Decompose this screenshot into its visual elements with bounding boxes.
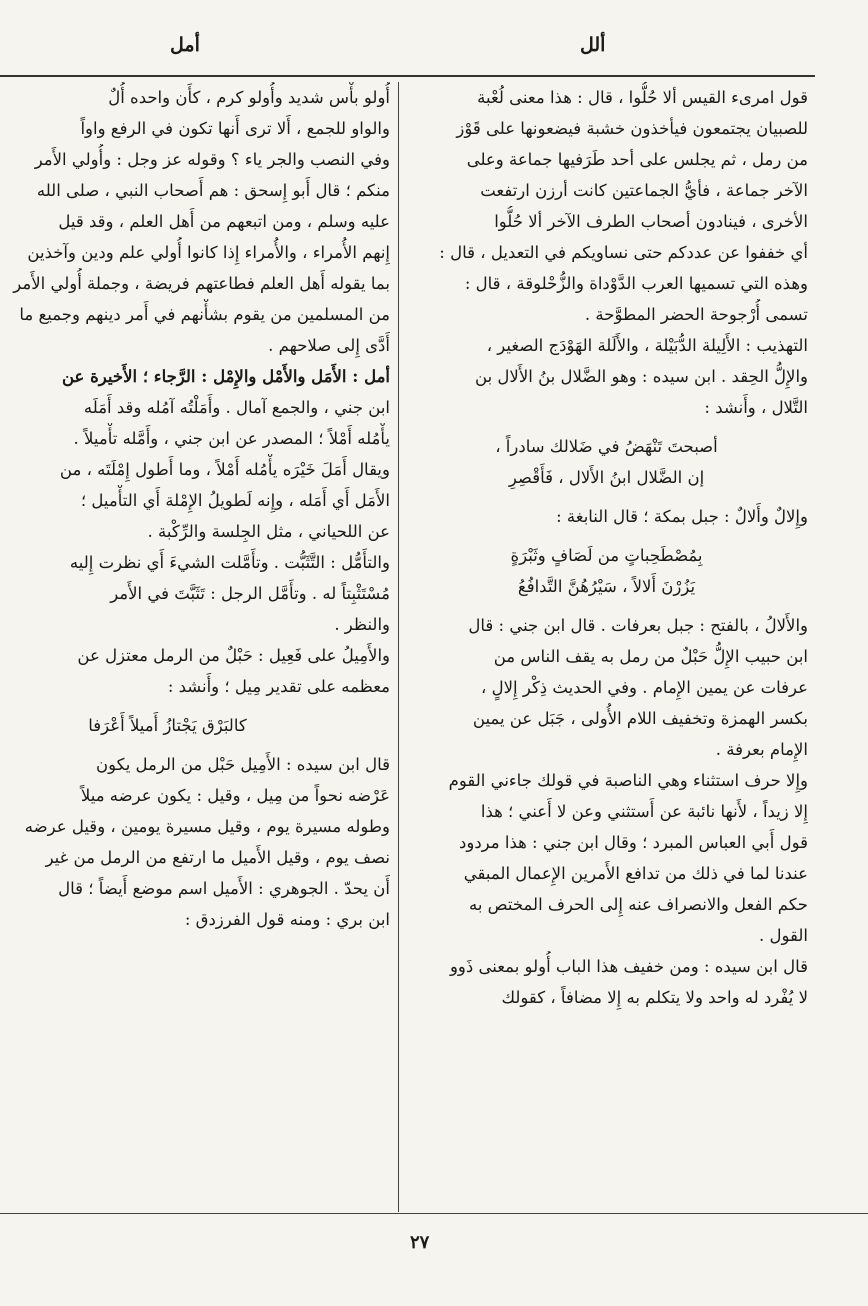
text-line: عَرْضه نحواً من مِيل ، وقيل : يكون عرضه ميلاً: [80, 786, 390, 805]
text-line: والأَلالُ ، بالفتح : جبل بعرفات . قال ابن جني : قال: [468, 616, 808, 635]
text-line: يأْمُله أَمْلاً ؛ المصدر عن ابن جني ، وأَمَّله تأْميلاً .: [73, 429, 390, 448]
text-line: والإِلُّ الحِقد . ابن سيده : وهو الضَّلال بنُ الأَلال بن: [475, 367, 808, 386]
text-line: مُسْتَثْبِتاً له . وتأَمَّل الرجل : تَثَبَّتَ في الأَمر: [110, 584, 390, 603]
text-line: عليه وسلم ، ومن اتبعهم من أَهل العلم ، وقد قيل: [58, 212, 390, 231]
text-line: الأخرى ، فينادون أصحاب الطرف الآخر ألا حُلُّوا: [494, 212, 808, 231]
text-line: منكم ؛ قال أَبو إِسحق : هم أَصحاب النبي ، صلى الله: [36, 181, 390, 200]
header-right-word: ألل: [580, 34, 606, 56]
verse-line: إن الضَّلال ابنُ الأَلال ، فَأَقْصِرِ: [508, 468, 705, 487]
verse-line: أصبحتَ تَنْهَضُ في ضَلالك سادراً ،: [495, 437, 718, 456]
text-line: الأَمَل أَي أَمَله ، وإِنه لَطويلُ الإِمْلة أَي التأْميل ؛: [80, 491, 390, 510]
text-line: والواو للجمع ، أَلا ترى أَنها تكون في الرفع واواً: [80, 119, 390, 138]
text-line: ابن جني ، والجمع آمال . وأَمَلْتُه آمُله وقد أَمَلَه: [83, 398, 390, 417]
text-line: ويقال أَمَلَ خَيْرَه يأْمُله أَمْلاً ، وما أَطول إِمْلَتَه ، من: [59, 460, 390, 479]
bottom-rule: [0, 1213, 868, 1214]
verse-line: يَزُرْنَ أَلالاً ، سَيْرُهُنَّ التَّدافُعُ: [517, 577, 696, 596]
text-line: بما يقوله أَهل العلم فطاعتهم فريضة ، وجملة أُولي الأَمر: [13, 274, 390, 293]
text-line: نصف يوم ، وقيل الأَميل ما ارتفع من الرمل من غير: [45, 848, 390, 867]
verse-line: بِمُصْطَحِباتٍ من لَصَافٍ وثَبْرَةٍ: [510, 546, 703, 565]
text-line: التهذيب : الأَلِيلة الدُّبَيْلة ، والأَلَلة الهَوْدَج الصغير ،: [486, 336, 808, 355]
text-line: وطوله مسيرة يوم ، وقيل مسيرة يومين ، وقيل عرضه: [24, 817, 390, 836]
right-column: [405, 82, 808, 1013]
text-line: أُولو بأْس شديد وأُولو كرم ، كأَن واحده أُلٌ: [108, 88, 390, 107]
left-column: [0, 82, 390, 935]
text-line: قال ابن سيده : ومن خفيف هذا الباب أُولو بمعنى ذَوو: [449, 957, 808, 976]
text-line: ابن بري : ومنه قول الفرزدق :: [184, 910, 390, 929]
text-line: وفي النصب والجر ياء ؟ وقوله عز وجل : وأُولي الأَمر: [34, 150, 390, 169]
text-line: والنظر .: [334, 615, 390, 634]
column-divider: [398, 82, 399, 1212]
text-line: عن اللحياني ، مثل الجِلسة والرِّكْبة .: [147, 522, 390, 541]
entry-line-amal: أمل : الأَمَل والأَمْل والإِمْل : الرَّجاء ؛ الأَخيرة عن: [62, 367, 390, 386]
text-line: لا يُفْرد له واحد ولا يتكلم به إِلا مضافاً ، كقولك: [501, 988, 808, 1007]
text-line: وهذه التي تسميها العرب الدَّوْداة والزُّحْلوقة ، قال :: [464, 274, 808, 293]
text-line: معظمه على تقدير مِيل ؛ وأَنشد :: [167, 677, 390, 696]
text-line: أي خففوا عن عددكم حتى نساويكم في التعديل ، قال :: [439, 243, 808, 262]
text-line: قال ابن سيده : الأَمِيل حَبْل من الرمل يكون: [95, 755, 390, 774]
text-line: إِنهم الأُمراء ، والأُمراء إِذا كانوا أُولي علم ودين وآخذين: [27, 243, 390, 262]
top-rule: [0, 75, 815, 77]
text-line: والأَمِيلُ على فَعِيل : حَبْلٌ من الرمل معتزل عن: [77, 646, 390, 665]
text-line: الآخر جماعة ، فأيُّ الجماعتين كانت أرزن ارتفعت: [480, 181, 808, 200]
page-number: ٢٧: [410, 1232, 430, 1253]
text-line: عندنا لما في ذلك من تدافع الأَمرين الإِعمال المبقي: [463, 864, 808, 883]
text-line: وإِلا حرف استثناء وهي الناصبة في قولك جاءني القوم: [448, 771, 808, 790]
text-line: للصبيان يجتمعون فيأخذون خشبة فيضعونها على قَوْز: [456, 119, 808, 138]
text-line: التَّلال ، وأَنشد :: [704, 398, 808, 417]
text-line: بكسر الهمزة وتخفيف اللام الأُولى ، جَبَل عن يمين: [472, 709, 808, 728]
text-line: أَدَّى إِلى صلاحهم .: [268, 336, 390, 355]
text-line: من رمل ، ثم يجلس على أحد طَرَفيها جماعة وعلى: [466, 150, 808, 169]
text-line: القول .: [759, 926, 808, 945]
text-line: قول أَبي العباس المبرد ؛ وقال ابن جني : هذا مردود: [459, 833, 808, 852]
text-line: عرفات عن يمين الإِمام . وفي الحديث ذِكْر إِلالٍ ،: [481, 678, 808, 697]
text-line: وإِلالٌ وأَلالٌ : جبل بمكة ؛ قال النابغة :: [556, 507, 808, 526]
verse-line: كالبَرْق يَجْتازُ أَميلاً أَعْرَفا: [88, 716, 247, 735]
text-line: قول امرىء القيس ألا حُلُّوا ، قال : هذا معنى لُعْبة: [477, 88, 808, 107]
text-line: الإِمام بعرفة .: [715, 740, 808, 759]
text-line: حكم الفعل والانصراف عنه إِلى الحرف المختص به: [468, 895, 808, 914]
text-line: إِلا زيداً ، لأَنها نائبة عن أَستثني وعن لا أَعني ؛ هذا: [480, 802, 808, 821]
text-line: أَن يحدّ . الجوهري : الأَميل اسم موضع أَيضاً ؛ قال: [58, 879, 390, 898]
text-line: من المسلمين من يقوم بشأْنهم في أَمر دينهم وجميع ما: [19, 305, 390, 324]
header-left-word: أمل: [170, 34, 200, 56]
text-line: ابن حبيب الإِلُّ حَبْلٌ من رمل به يقف الناس من: [493, 647, 808, 666]
text-line: تسمى أُرْجوحة الحضر المطوَّحة .: [584, 305, 808, 324]
text-line: والتأَمُّل : التَّثَبُّت . وتأَمَّلت الشيءَ أَي نظرت إِليه: [69, 553, 390, 572]
